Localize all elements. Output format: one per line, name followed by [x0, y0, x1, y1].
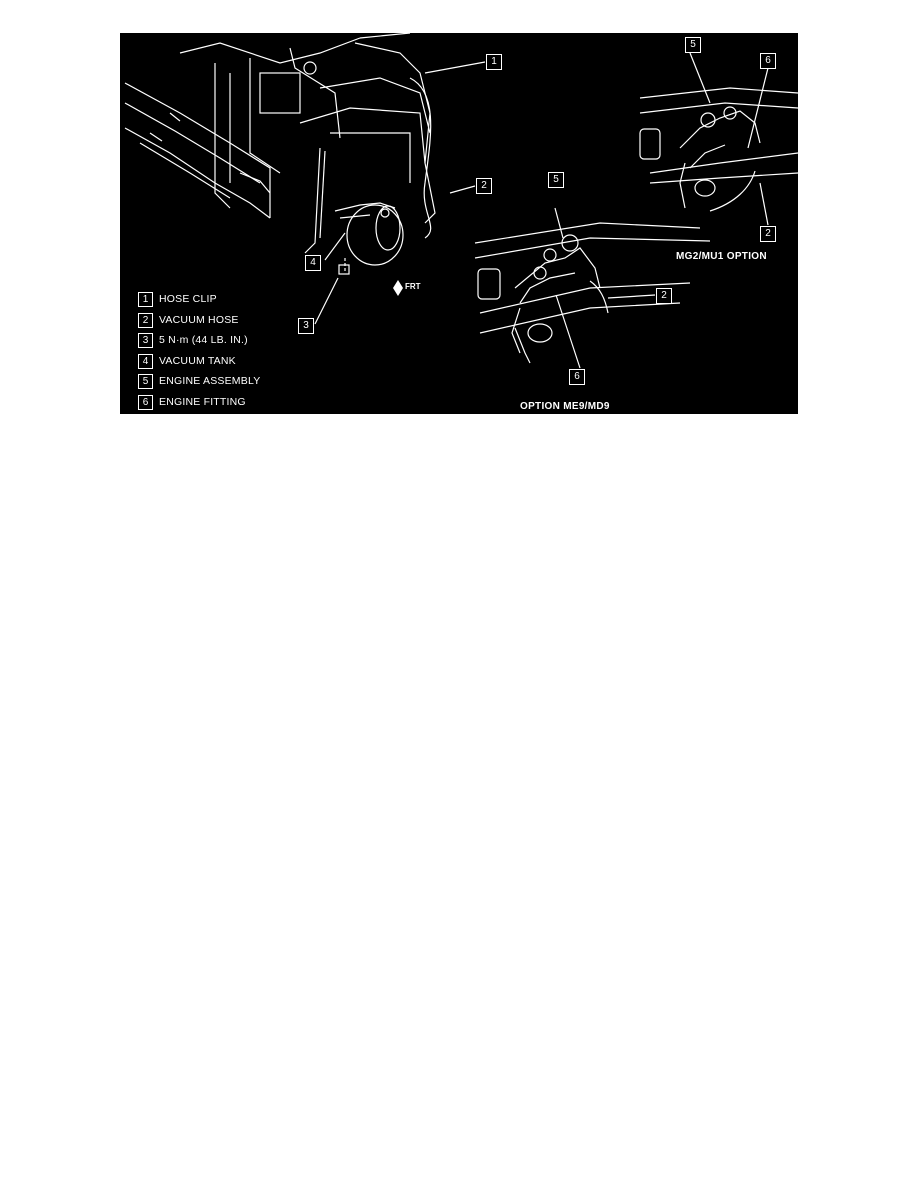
- legend-label: 5 N·m (44 LB. IN.): [159, 334, 248, 346]
- forward-arrow-icon: [393, 280, 403, 296]
- legend-row: [138, 353, 236, 369]
- legend-number: 6: [138, 395, 153, 410]
- forward-label: FRT: [405, 282, 421, 291]
- caption-mg2-option: MG2/MU1 OPTION: [676, 251, 767, 262]
- legend-label: ENGINE FITTING: [159, 396, 246, 408]
- vacuum-tank-diagram: [120, 33, 798, 414]
- caption-me9-option: OPTION ME9/MD9: [520, 401, 610, 412]
- callout-2-main: 2: [476, 178, 492, 194]
- me9-engine-view: [475, 208, 710, 368]
- legend-label: VACUUM TANK: [159, 355, 236, 367]
- legend-row: [138, 291, 217, 307]
- legend-row: [138, 373, 260, 389]
- legend-row: [138, 394, 246, 410]
- callout-6-me9: 6: [569, 369, 585, 385]
- frame-structure: [125, 33, 435, 253]
- callout-3-main: 3: [298, 318, 314, 334]
- legend-number: 4: [138, 354, 153, 369]
- callout-6-mg2: 6: [760, 53, 776, 69]
- callout-5-mg2: 5: [685, 37, 701, 53]
- legend-number: 2: [138, 313, 153, 328]
- legend-label: HOSE CLIP: [159, 293, 217, 305]
- callout-4-main: 4: [305, 255, 321, 271]
- callout-1-main: 1: [486, 54, 502, 70]
- callout-5-me9: 5: [548, 172, 564, 188]
- callout-2-mg2: 2: [760, 226, 776, 242]
- legend-row: [138, 332, 248, 348]
- legend-label: VACUUM HOSE: [159, 314, 239, 326]
- vacuum-hose-main: [410, 78, 431, 238]
- mg2-engine-view: [640, 53, 798, 225]
- vacuum-tank: [335, 203, 403, 274]
- legend-number: 5: [138, 374, 153, 389]
- legend-row: [138, 312, 239, 328]
- legend-number: 1: [138, 292, 153, 307]
- callout-2-me9: 2: [656, 288, 672, 304]
- legend-label: ENGINE ASSEMBLY: [159, 375, 261, 387]
- legend-number: 3: [138, 333, 153, 348]
